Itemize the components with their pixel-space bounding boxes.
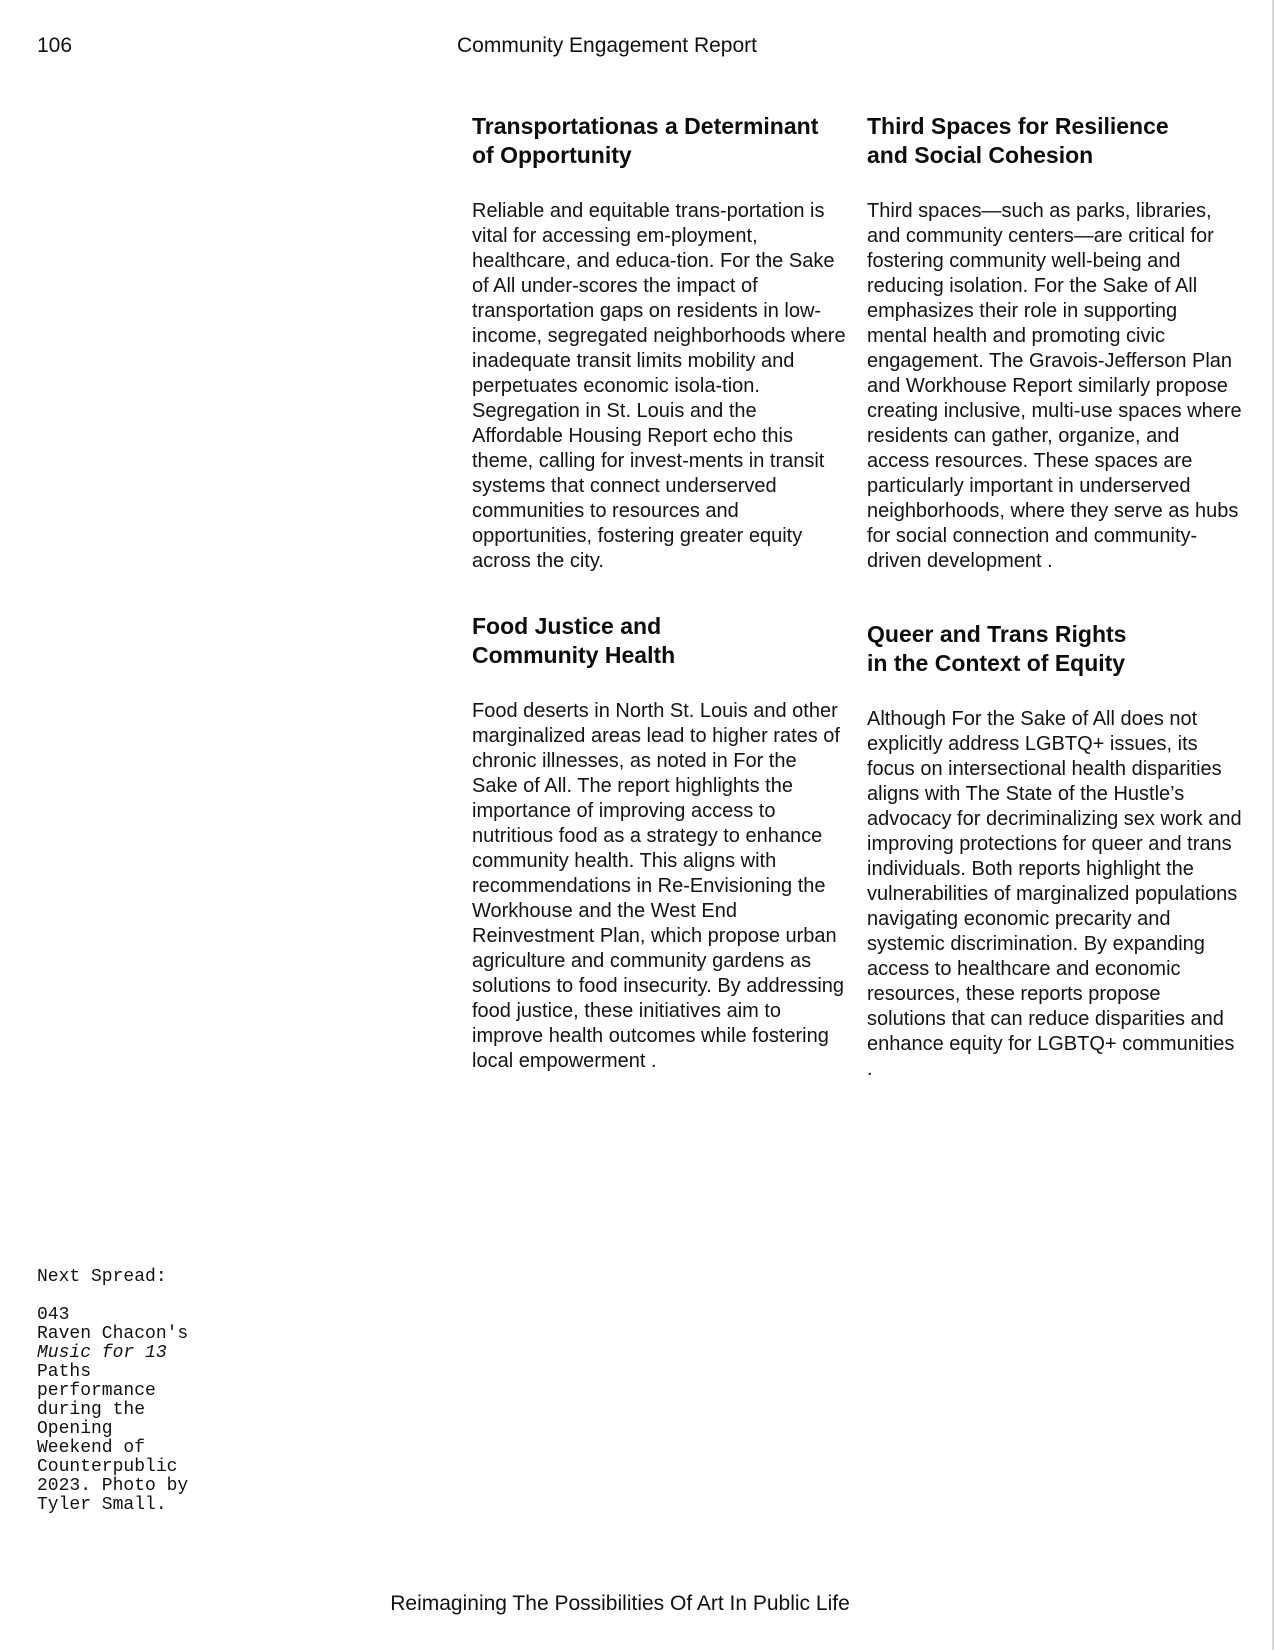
page-edge-rule: [1272, 0, 1274, 1650]
caption-line: Raven Chacon's: [37, 1324, 189, 1344]
caption-work-title: Music for 13: [37, 1343, 167, 1363]
section-queer-trans-rights: [867, 620, 1242, 1082]
section-heading: [472, 612, 847, 670]
right-column: [867, 112, 1242, 1082]
left-column: [472, 112, 847, 1074]
heading-line: Food Justice and: [472, 613, 662, 639]
section-body: Third spaces—such as parks, libraries, and community centers—are critical for fostering community well-being and reducing isolation. For the Sake of All emphasizes their role in supporting mental health and promoting civic engagement. The Gravois-Jefferson Plan and Workhouse Report similarly propose creating inclusive, multi-use spaces where residents can gather, organize, and access resources. These spaces are particularly important in underserved neighborhoods, where they serve as hubs for social connection and community-driven development .: [867, 200, 1242, 572]
page-number: 106: [37, 34, 73, 57]
caption-line: Paths: [37, 1362, 92, 1382]
section-heading: [472, 112, 847, 170]
section-heading: [867, 620, 1242, 678]
caption-label: Next Spread:: [37, 1267, 167, 1287]
heading-line: of Opportunity: [472, 142, 632, 168]
heading-line: Third Spaces for Resilience: [867, 113, 1169, 139]
heading-line: Transportationas a Determinant: [472, 113, 819, 139]
section-body: Food deserts in North St. Louis and other marginalized areas lead to higher rates of chronic illnesses, as noted in For the Sake of All. The report highlights the importance of improving access to nutritious food as a strategy to enhance community health. This aligns with recommendations in Re-Envisioning the Workhouse and the West End Reinvestment Plan, which propose urban agriculture and community gardens as solutions to food insecurity. By addressing food justice, these initiatives aim to improve health outcomes while fostering local empowerment .: [472, 700, 845, 1072]
caption-line: performance: [37, 1381, 156, 1401]
section-body: Although For the Sake of All does not explicitly address LGBTQ+ issues, its focus on intersectional health disparities aligns with The State of the Hustle’s advocacy for decriminalizing sex work and improving protections for queer and trans individuals. Both reports highlight the vulnerabilities of marginalized populations navigating economic precarity and systemic discrimination. By expanding access to healthcare and economic resources, these reports propose solutions that can reduce disparities and enhance equity for LGBTQ+ communities .: [867, 708, 1242, 1080]
running-header: Community Engagement Report: [457, 34, 757, 57]
caption-line: Weekend of: [37, 1438, 146, 1458]
heading-line: Community Health: [472, 642, 676, 668]
caption-number: 043: [37, 1305, 70, 1325]
caption-line: Tyler Small.: [37, 1495, 167, 1515]
section-food-justice: [472, 612, 847, 1074]
heading-line: and Social Cohesion: [867, 142, 1094, 168]
caption-line: during the: [37, 1400, 146, 1420]
caption-line: Opening: [37, 1419, 113, 1439]
running-footer: Reimagining The Possibilities Of Art In Public Life: [390, 1592, 850, 1615]
section-third-spaces: [867, 112, 1242, 574]
section-body: Reliable and equitable trans-portation is vital for accessing em-ployment, healthcare, and educa-tion. For the Sake of All under-scores the impact of transportation gaps on residents in low-income, segregated neighborhoods where inadequate transit limits mobility and perpetuates economic isola-tion. Segregation in St. Louis and the Affordable Housing Report echo this theme, calling for invest-ments in transit systems that connect underserved communities to resources and opportunities, fostering greater equity across the city.: [472, 200, 846, 572]
section-transportation: [472, 112, 847, 574]
heading-line: Queer and Trans Rights: [867, 621, 1127, 647]
caption-line: 2023. Photo by: [37, 1476, 189, 1496]
caption-line: Counterpublic: [37, 1457, 178, 1477]
next-spread-caption: [37, 1268, 227, 1515]
heading-line: in the Context of Equity: [867, 650, 1126, 676]
section-heading: [867, 112, 1242, 170]
